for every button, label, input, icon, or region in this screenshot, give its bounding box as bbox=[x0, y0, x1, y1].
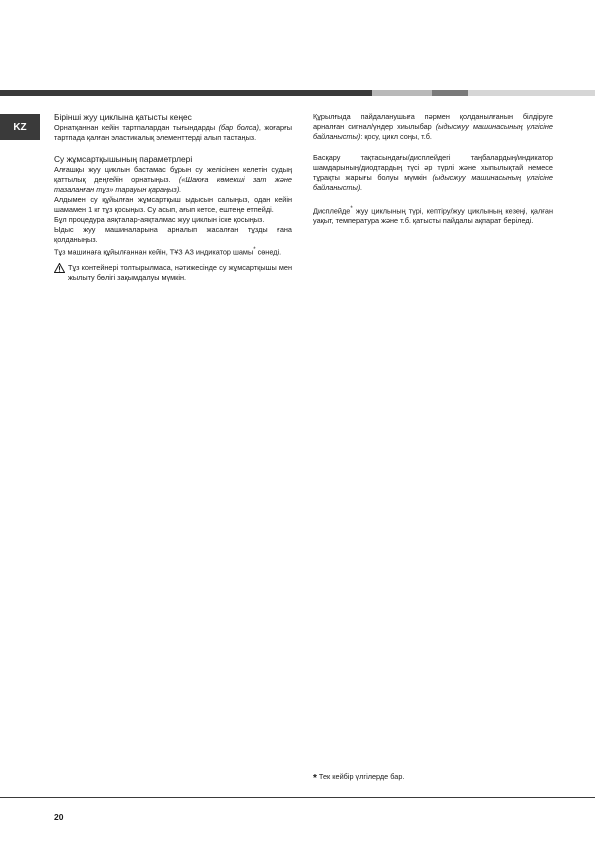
section-softener-title: Су жұмсартқышының параметрлері bbox=[54, 154, 193, 164]
right-column bbox=[313, 112, 553, 226]
warning-triangle-icon bbox=[54, 263, 65, 273]
section-first-wash-text: Орнатқаннан кейін тартпалардан тығындарды (бар болса), жоғарғы тартпада қалған эластикалық элементтерді алып тастаңыз. bbox=[54, 123, 292, 142]
footnote-marker: * bbox=[253, 246, 256, 253]
top-bar-segment-pale bbox=[468, 90, 595, 96]
footnote-text: Тек кейбір үлгілерде бар. bbox=[318, 772, 405, 781]
page-number: 20 bbox=[54, 812, 64, 822]
indicators-paragraph: Басқару тақтасындағы/дисплейдегі таңбалардың/индикатор шамдарының/диодтардың түсі әр түрлі және хыпылықтай немесе тұрақты жарығы болуы мүмкін (ыдысжуу машинасының үлгісіне байланысты). bbox=[313, 153, 553, 192]
softener-paragraph-4: Ыдыс жуу машиналарына арналып жасалған тұзды ғана қолданыңыз. bbox=[54, 225, 292, 244]
footnote bbox=[313, 772, 553, 784]
warning-text: Тұз контейнері толтырылмаса, нәтижесінде су жұмсартқышы мен жылыту бөлігі зақымдалуы мүмкін. bbox=[68, 263, 292, 283]
top-bar-segment-mid bbox=[432, 90, 468, 96]
left-column bbox=[54, 112, 292, 283]
language-tab: KZ bbox=[0, 114, 40, 140]
section-first-wash-title: Бірінші жуу циклына қатысты кеңес bbox=[54, 112, 192, 122]
warning-note bbox=[54, 263, 292, 283]
softener-paragraph-2: Алдымен су құйылған жұмсартқыш ыдысын салыңыз, одан кейін шамамен 1 кг тұз қосыңыз. Су асып, ағып кетсе, ештеңе етпейді. bbox=[54, 195, 292, 214]
footnote-marker: * bbox=[350, 205, 353, 212]
top-bar-segment-light bbox=[372, 90, 432, 96]
softener-paragraph-1: Алғашқы жуу циклын бастамас бұрын су желісінен келетін судың қаттылық деңгейін орнатыңыз. («Шаюға көмекші зат және тазаланған тұз» тарауын қараңыз). bbox=[54, 165, 292, 194]
signals-paragraph: Құрылғыда пайдаланушыға пәрмен қолданылғанын білдіруге арналған сигнал/үндер хиылыбар (ыдысжуу машинасының үлгісіне байланысты): қосу, цикл соңы, т.б. bbox=[313, 112, 553, 141]
display-paragraph: Дисплейде* жуу циклының түрі, кептіру/жуу циклының кезеңі, қалған уақыт, температура және т.б. қатысты пайдалы ақпарат беріледі. bbox=[313, 205, 553, 226]
bottom-rule bbox=[0, 797, 595, 798]
softener-paragraph-3: Бұл процедура аяқталар-аяқталмас жуу циклын іске қосыңыз. bbox=[54, 215, 265, 224]
top-color-bar bbox=[0, 90, 595, 96]
footnote-star: * bbox=[313, 773, 317, 784]
softener-paragraph-5: Тұз машинаға құйылғаннан кейін, ТҰЗ АЗ индикатор шамы* сөнеді. bbox=[54, 246, 282, 257]
